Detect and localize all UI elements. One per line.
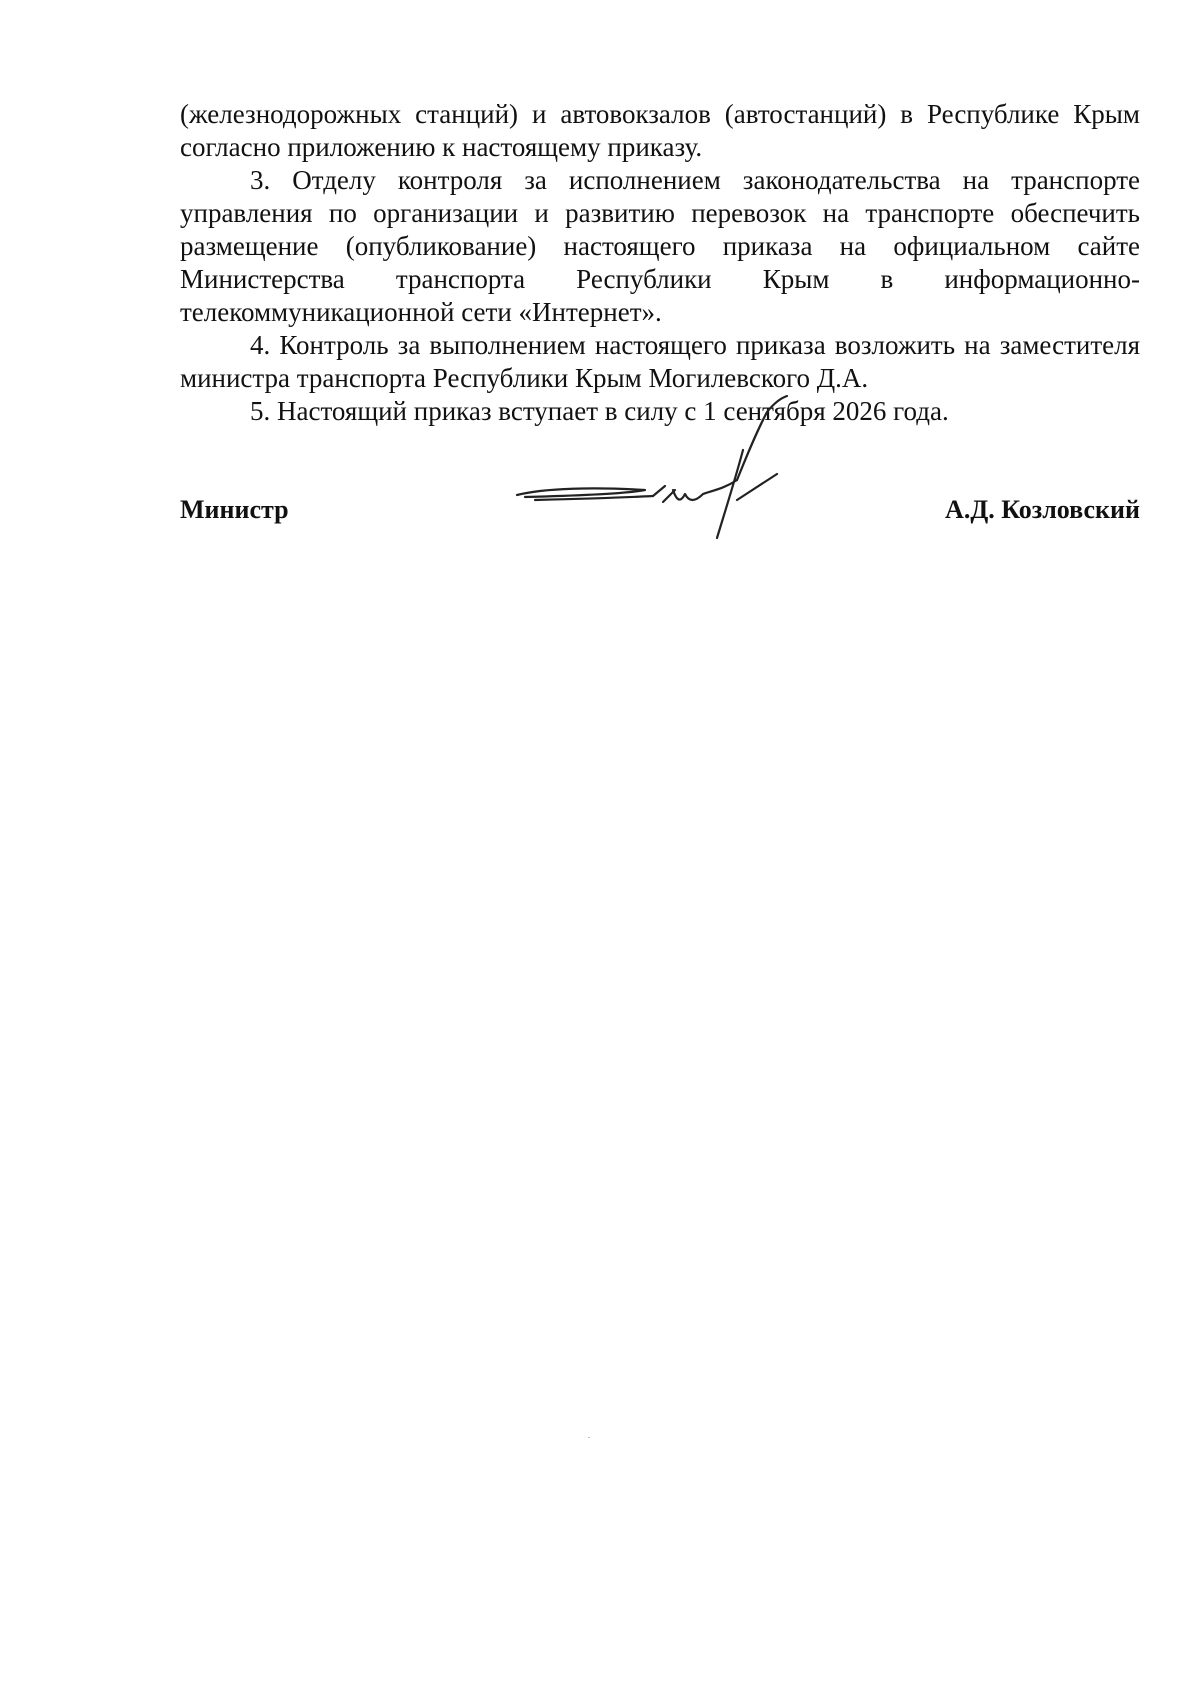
- paragraph-item-4: 4. Контроль за выполнением настоящего приказа возложить на заместителя министра транспорта Республики Крым Могилевского Д.А.: [180, 330, 1140, 393]
- paragraph-item-5: 5. Настоящий приказ вступает в силу с 1 сентября 2026 года.: [250, 396, 949, 426]
- signatory-name: А.Д. Козловский: [945, 495, 1140, 524]
- paragraph-item-3: 3. Отделу контроля за исполнением законодательства на транспорте управления по организации и развитию перевозок на транспорте обеспечить размещение (опубликование) настоящего приказа на официальном сайте Министерства транспорта Республики Крым в информационно-телекоммуникационной сети «Интернет».: [180, 165, 1140, 327]
- paragraph-continuation: (железнодорожных станций) и автовокзалов (автостанций) в Республике Крым согласно приложению к настоящему приказу.: [180, 99, 1140, 162]
- scan-speck: [588, 1437, 590, 1438]
- signature-block: [180, 495, 1140, 535]
- document-body: [180, 98, 1140, 428]
- signatory-title: Министр: [180, 495, 289, 524]
